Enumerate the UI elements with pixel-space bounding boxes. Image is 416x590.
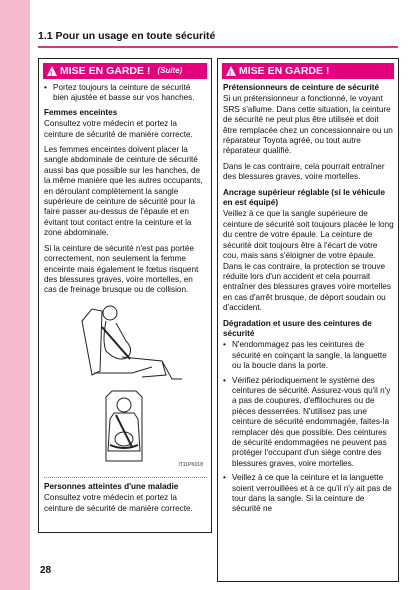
paragraph: Consultez votre médecin et portez la ceinture de sécurité de manière correcte. (44, 119, 193, 139)
paragraph: Les femmes enceintes doivent placer la sangle abdominale de ceinture de sécurité aussi bas que possible sur les hanches, de la même manière que les autres occupants, en déroulant complètement la sangle supérieure de ceinture de sécurité pour la faire passer au-dessus de l'épaule et en évitant tout contact entre la ceinture et la zone abdominale. (44, 145, 203, 238)
header-divider (38, 46, 398, 48)
warning-header-left (43, 63, 207, 79)
section-header: 1.1 Pour un usage en toute sécurité (38, 30, 216, 42)
paragraph: Si un prétensionneur a fonctionné, le voyant SRS s'allume. Dans cette situation, la ceinture de sécurité ne peut plus être utilisée et doit être remplacée chez un concessionnaire ou un réparateur Toyota agréé, ou tout autre réparateur qualifié. (223, 94, 393, 156)
warning-box-right (217, 58, 399, 582)
paragraph: Veillez à ce que la sangle supérieure de ceinture de sécurité soit toujours placée le long du centre de votre épaule. La ceinture de sécurité doit toujours être à l'écart de votre cou, mais sans s'éloigner de votre épaule. Dans le cas contraire, la protection se trouve réduite lors d'un accident et cela pourrait entraîner des blessures graves voire mortelles en cas d'arrêt brusque, de déport soudain ou d'accident. (223, 209, 394, 313)
paragraph: Consultez votre médecin et portez la ceinture de sécurité de manière correcte. (44, 493, 193, 513)
heading-pretensioner: Prétensionneurs de ceinture de sécurité (223, 83, 380, 92)
list-item: • Portez toujours la ceinture de sécurité bien ajustée et basse sur vos hanches. (44, 83, 207, 104)
page-number: 28 (40, 565, 52, 576)
bullet-text: Portez toujours la ceinture de sécurité bien ajustée et basse sur vos hanches. (53, 83, 195, 103)
section-divider (44, 477, 207, 478)
heading-illness: Personnes atteintes d'une maladie (44, 481, 179, 491)
bullet-text: Vérifiez périodiquement le système des ceintures de sécurité. Assurez-vous qu'il n'y a pas de coupures, d'effilochures ou de pièces desserrées. N'utilisez pas une ceinture de sécurité endommagée, faites-la remplacer dès que possible. Des ceintures de sécurité endommagées ne peuvent pas protéger l'occupant d'un siège contre des blessures graves, voire mortelles. (232, 375, 391, 468)
figure-code: IT11PK018 (178, 462, 203, 469)
paragraph: Si la ceinture de sécurité n'est pas portée correctement, non seulement la femme enceinte mais également le fœtus risquent des blessures graves, voire mortelles, en cas de freinage brusque ou de collision. (44, 243, 199, 295)
paragraph: Dans le cas contraire, cela pourrait entraîner des blessures graves, voire mortelles. (223, 161, 385, 182)
warning-box-left (38, 58, 212, 533)
warning-triangle-icon (226, 66, 236, 76)
warning-title-right: MISE EN GARDE ! (239, 65, 330, 77)
heading-damage: Dégradation et usure des ceintures de sécurité (223, 318, 372, 338)
warning-suffix: (Suite) (157, 66, 183, 75)
warning-title-left: MISE EN GARDE ! (60, 65, 151, 77)
bullet-text: N'endommagez pas les ceintures de sécurité en coinçant la sangle, la languette ou la boucle dans la porte. (232, 340, 387, 371)
list-item: • N'endommagez pas les ceintures de sécurité en coinçant la sangle, la languette ou la boucle dans la porte. (223, 340, 394, 371)
heading-pregnant: Femmes enceintes (44, 107, 118, 117)
list-item: • Veillez à ce que la ceinture et la languette soient verrouillées et à ce qu'il n'y ait pas de tour dans la sangle. Si la ceinture de sécurité ne (223, 473, 394, 515)
list-item: • Vérifiez périodiquement le système des ceintures de sécurité. Assurez-vous qu'il n'y a pas de coupures, d'effilochures ou de pièces desserrées. N'utilisez pas une ceinture de sécurité endommagée, faites-la remplacer dès que possible. Des ceintures de sécurité endommagées ne peuvent pas protéger l'occupant d'un siège contre des blessures graves, voire mortelles. (223, 376, 394, 470)
heading-anchor: Ancrage supérieur réglable (si le véhicule en est équipé) (223, 187, 385, 208)
side-tab (0, 0, 30, 590)
warning-triangle-icon (47, 66, 57, 76)
warning-header-right (222, 63, 394, 79)
pregnant-seatbelt-illustration (44, 301, 207, 473)
bullet-text: Veillez à ce que la ceinture et la languette soient verrouillées et à ce qu'il n'y ait pas de tour dans la sangle. Si la ceinture de sécurité ne (232, 473, 392, 514)
